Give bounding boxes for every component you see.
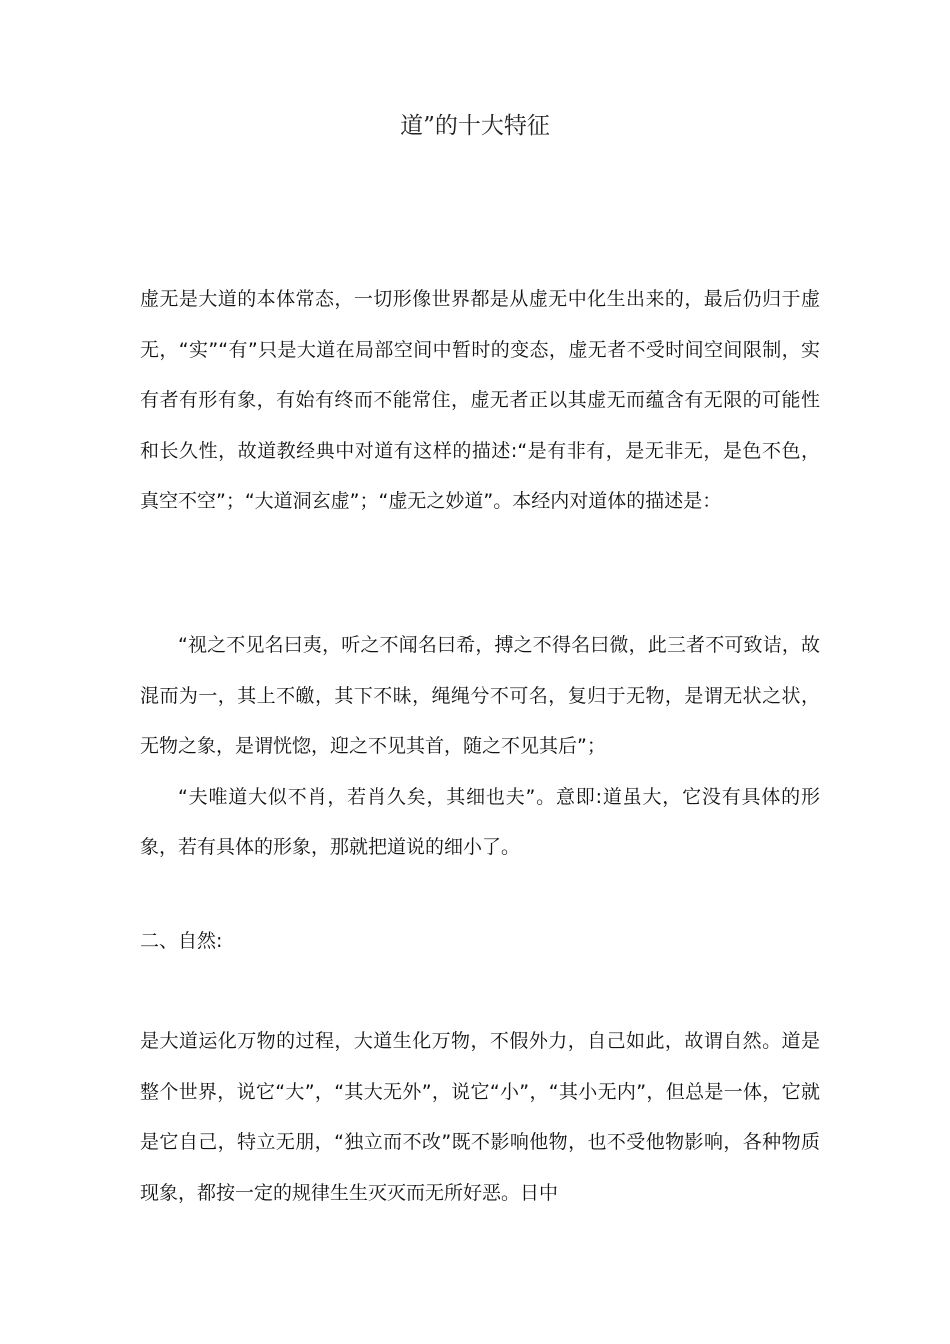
- paragraph: 虚无是大道的本体常态，一切形像世界都是从虚无中化生出来的，最后仍归于虚无，“实”“有”只是大道在局部空间中暂时的变态，虚无者不受时间空间限制，实有者有形有象，有始有终而不能常住，虚无者正以其虚无而蕴含有无限的可能性和长久性，故道教经典中对道有这样的描述:“是有非有，是无非无，是色不色，真空不空”；“大道洞玄虚”；“虚无之妙道”。本经内对道体的描述是：: [140, 288, 820, 512]
- section-heading: [140, 916, 820, 967]
- quote-paragraph: “夫唯道大似不肖，若肖久矣，其细也夫”。意即:道虽大，它没有具体的形象，若有具体的形象，那就把道说的细小了。: [140, 785, 820, 858]
- paragraph: 是大道运化万物的过程，大道生化万物，不假外力，自己如此，故谓自然。道是整个世界，说它“大”，“其大无外”，说它“小”，“其小无内”，但总是一体，它就是它自己，特立无朋，“独立而不改”既不影响他物，也不受他物影响，各种物质现象，都按一定的规律生生灭灭而无所好恶。日中: [140, 1030, 820, 1204]
- section-heading-text: 二、自然:: [140, 930, 223, 952]
- section-two-body: [140, 1016, 820, 1218]
- quote-paragraph: “视之不见名曰夷，听之不闻名曰希，搏之不得名曰微，此三者不可致诘，故混而为一，其上不皦，其下不昧，绳绳兮不可名，复归于无物，是谓无状之状，无物之象，是谓恍惚，迎之不见其首，随之不见其后”；: [140, 634, 820, 757]
- document-title: 道”的十大特征: [400, 113, 550, 139]
- scripture-quotes: [140, 620, 820, 873]
- section-one-body: [140, 274, 820, 527]
